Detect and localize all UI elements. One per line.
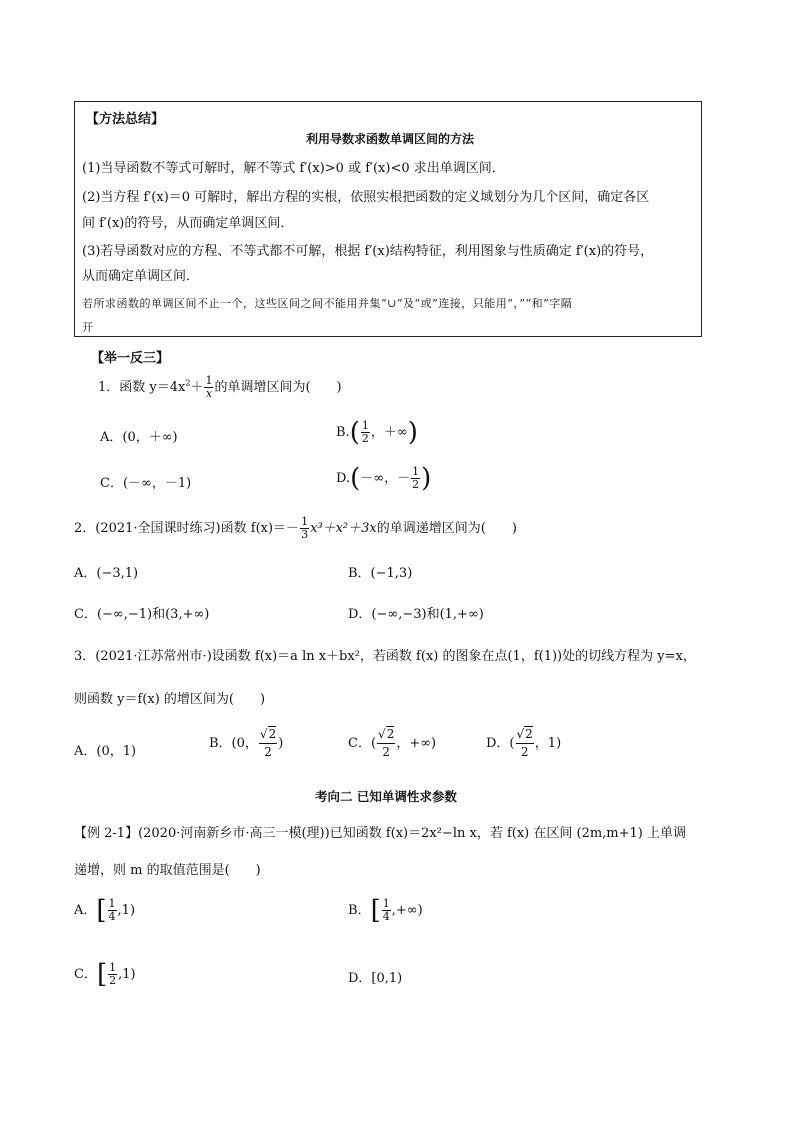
q1-option-c[interactable]: C．(－∞，－1) xyxy=(100,476,192,491)
section2-title: 考向二 已知单调性求参数 xyxy=(315,789,457,804)
q1-stem-pre: 1．函数 y＝4x xyxy=(98,380,186,395)
q3-stem-line1: 3．(2021·江苏常州市·)设函数 f(x)＝a ln x＋bx²，若函数 f(x) 的图象在点(1，f(1))处的切线方程为 y=x， xyxy=(74,649,696,664)
q1-stem: 1．函数 $y=4x^2+$ $\frac{1}{x}$ 的单调增区间为( ) xyxy=(98,374,342,400)
q1-option-d[interactable]: D.(－∞，－ $\frac{1}{2}$ ) xyxy=(336,463,432,494)
summary-p1: (1)当导函数不等式可解时，解不等式 f′(x)>0 或 f′(x)<0 求出单调区间． xyxy=(82,161,505,176)
q3-option-d[interactable]: D．( $\frac{√2}{2}$ ，1) xyxy=(486,727,562,759)
q3-option-c[interactable]: C．( $\frac{√2}{2}$ ，+∞) xyxy=(348,727,437,759)
q1-stem-post: 的单调增区间为( ) xyxy=(214,380,342,395)
q2-option-d[interactable]: D．(−∞,−3)和(1,+∞) xyxy=(348,607,484,622)
q2-option-a[interactable]: A．(−3,1) xyxy=(74,566,139,581)
summary-p3a: (3)若导函数对应的方程、不等式都不可解，根据 f′(x)结构特征，利用图象与性质确定 f′(x)的符号， xyxy=(82,244,654,259)
q2-option-c[interactable]: C．(−∞,−1)和(3,+∞) xyxy=(74,607,210,622)
summary-note-b: 开 xyxy=(82,321,93,334)
ex21-option-d[interactable]: D．[0,1) xyxy=(348,971,403,986)
summary-note-a: 若所求函数的单调区间不止一个，这些区间之间不能用并集“∪”及“或”连接，只能用“，”“和”字隔 xyxy=(82,297,573,310)
ex21-option-c[interactable]: C．[ $\frac{1}{2}$ ,1) xyxy=(74,959,136,990)
summary-title: 利用导数求函数单调区间的方法 xyxy=(306,132,475,146)
q3-stem-line2: 则函数 y＝f(x) 的增区间为( ) xyxy=(74,692,266,707)
summary-tag: 【方法总结】 xyxy=(86,112,165,127)
q1-option-b[interactable]: B.( $\frac{1}{2}$ ，＋∞) xyxy=(336,417,418,448)
summary-p2a: (2)当方程 f′(x)＝0 可解时，解出方程的实根，依照实根把函数的定义域划分为几个区间，确定各区 xyxy=(82,190,650,205)
summary-p2b: 间 f′(x)的符号，从而确定单调区间． xyxy=(82,216,294,231)
q2-option-b[interactable]: B．(−1,3) xyxy=(348,566,413,581)
q1-option-a[interactable]: A．(0，＋∞) xyxy=(100,430,178,445)
ex21-stem-line2: 递增，则 m 的取值范围是( ) xyxy=(74,863,261,878)
q3-option-b[interactable]: B．(0， $\frac{√2}{2}$ ) xyxy=(209,727,284,759)
q2-stem: 2．(2021·全国课时练习)函数 f(x)＝－ $\frac{1}{3}$ x³＋x²＋3x的单调递增区间为( ) xyxy=(74,515,517,541)
practice-header: 【举一反三】 xyxy=(91,351,170,366)
ex21-option-a[interactable]: A．[ $\frac{1}{4}$ ,1) xyxy=(74,895,136,926)
q3-option-a[interactable]: A．(0，1) xyxy=(74,744,137,759)
summary-p3b: 从而确定单调区间． xyxy=(82,269,200,284)
q1-fraction: $\frac{1}{x}$ xyxy=(205,374,213,400)
ex21-option-b[interactable]: B．[ $\frac{1}{4}$ ,+∞) xyxy=(348,895,423,926)
ex21-stem-line1: 【例 2-1】(2020·河南新乡市·高三一模(理))已知函数 f(x)＝2x²−ln x，若 f(x) 在区间 (2m,m+1) 上单调 xyxy=(74,826,687,841)
